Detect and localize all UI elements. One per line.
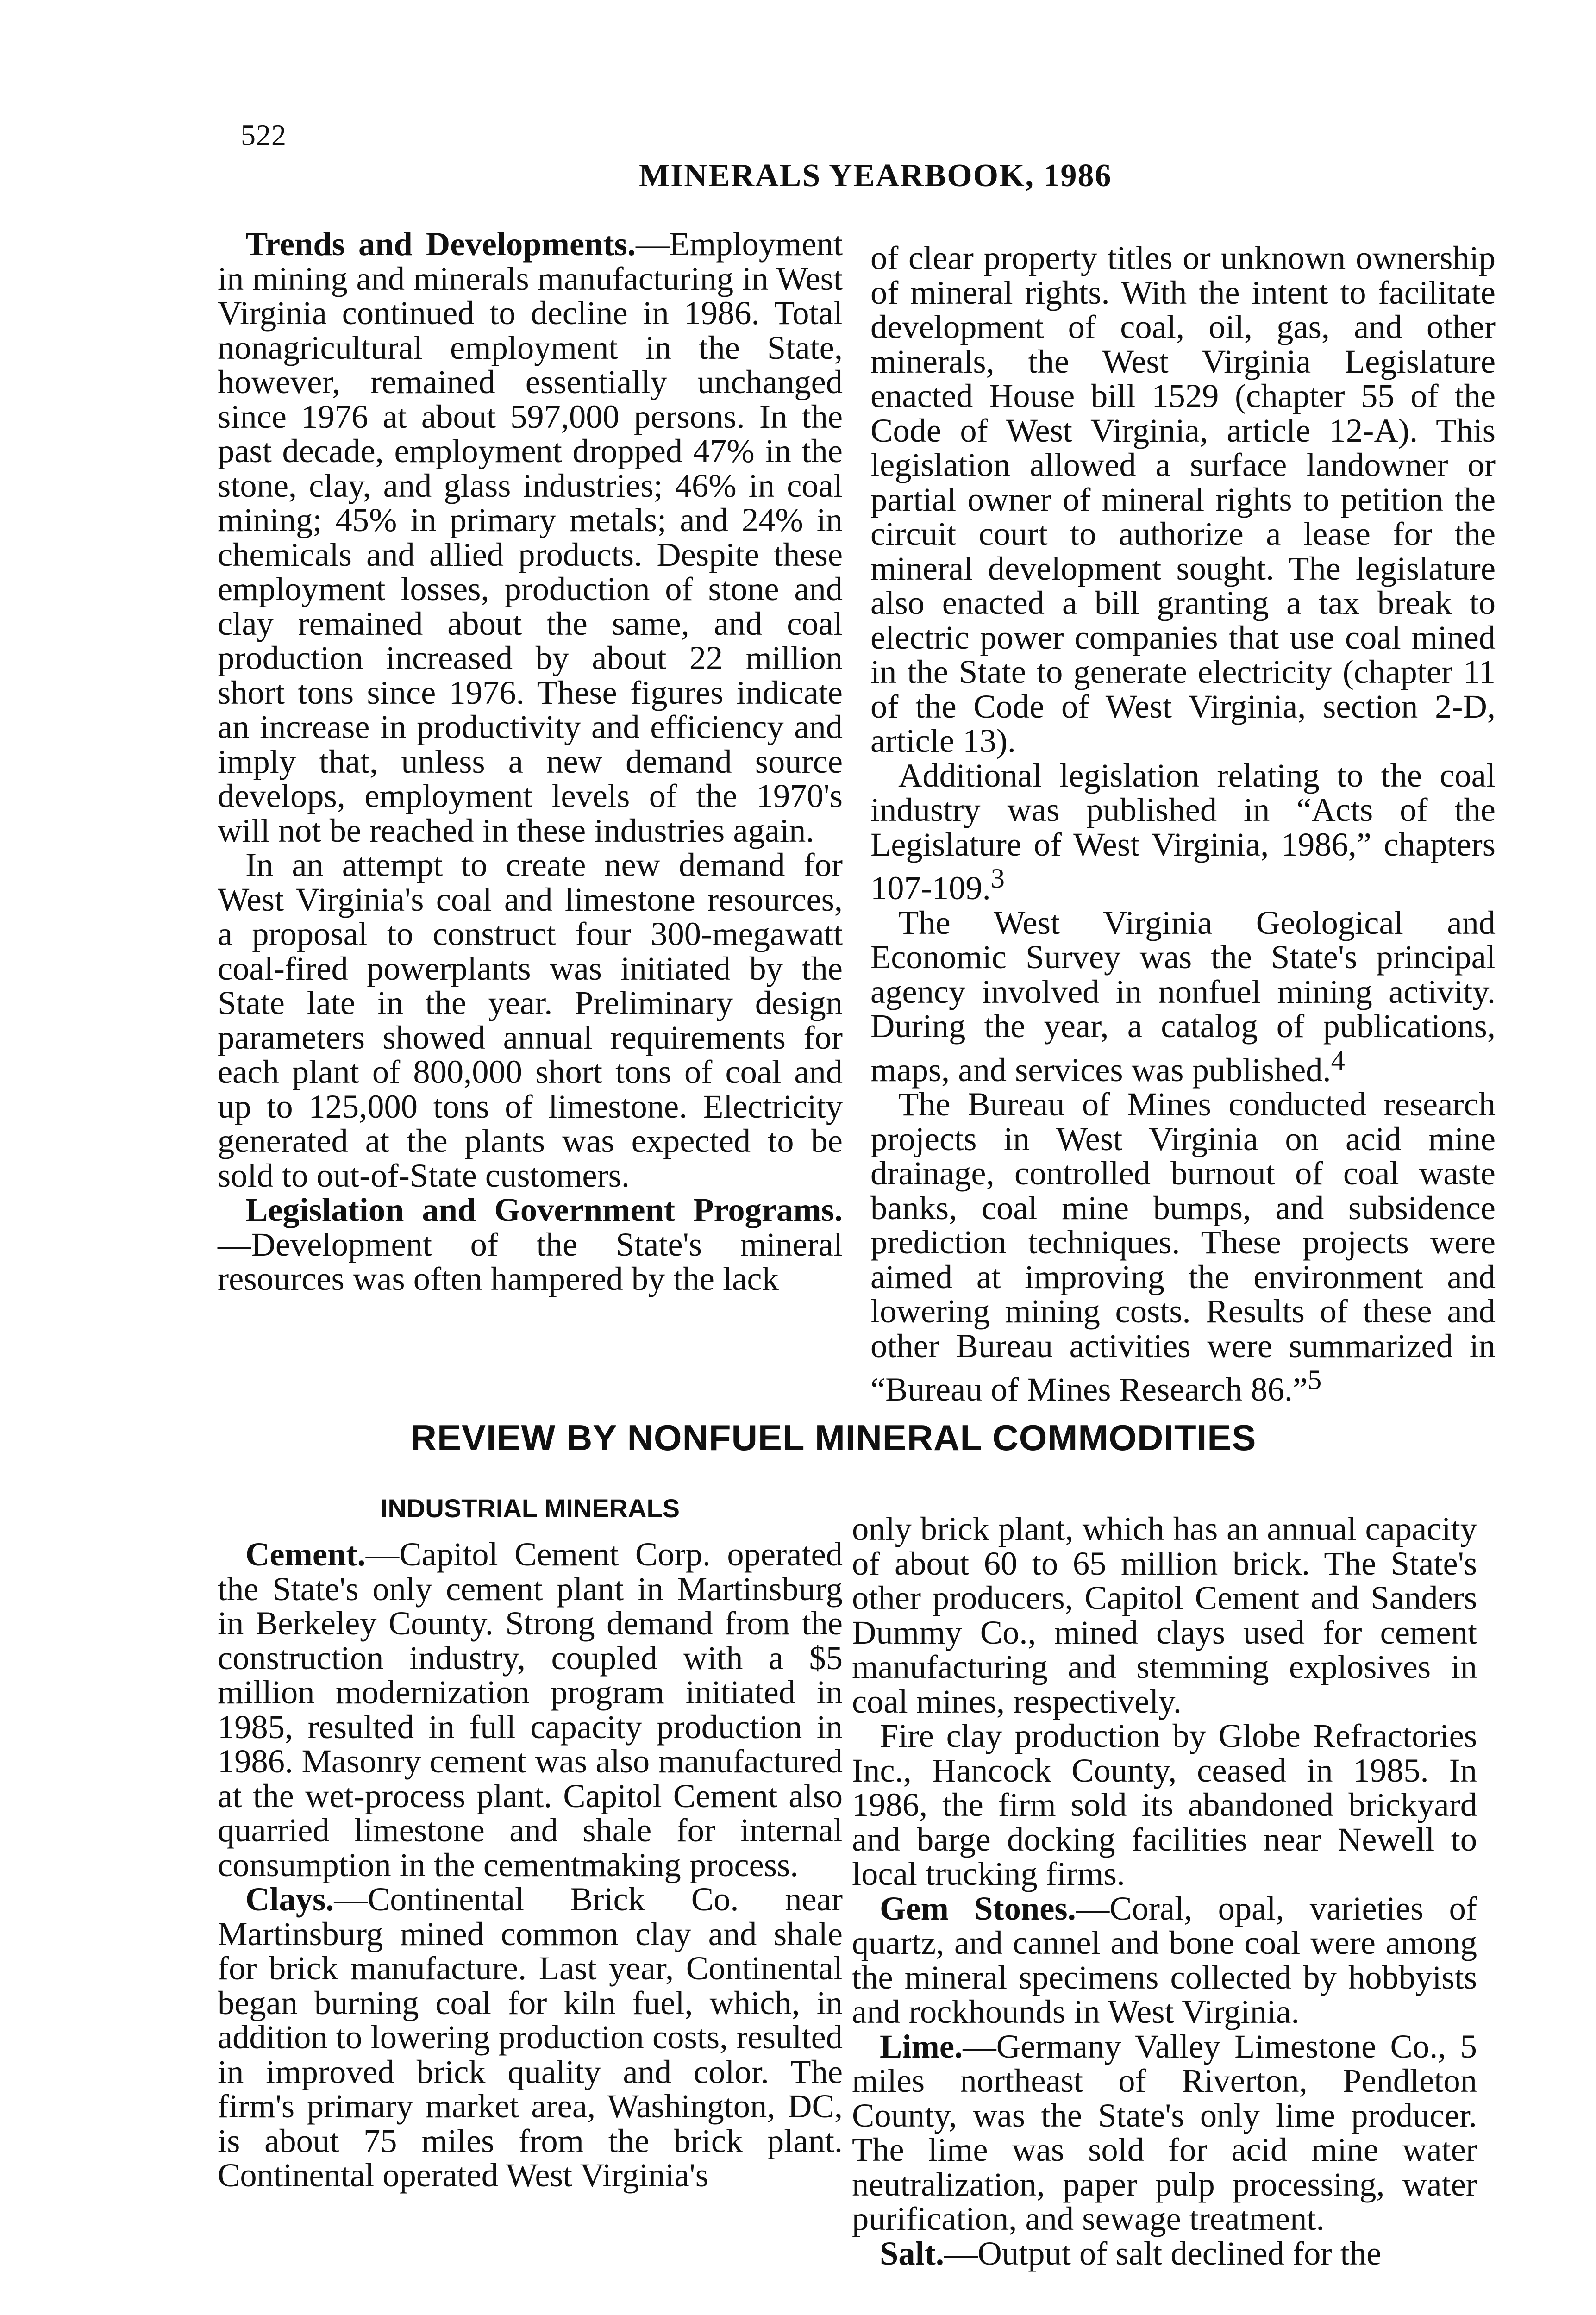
footnote-ref: 4 xyxy=(1331,1045,1345,1076)
paragraph-text: —Germany Valley Limestone Co., 5 miles northeast of Riverton, Pendleton County, was the State's only lime producer. The lime was sold for acid mine water neutralization, paper pulp processing, water purification, and sewage treatment. xyxy=(852,2027,1477,2237)
paragraph-lime xyxy=(852,2029,1477,2236)
paragraph-text: The West Virginia Geological and Economic Survey was the State's principal agency involved in nonfuel mining activity. During the year, a catalog of publications, maps, and services was published. xyxy=(870,903,1496,1089)
paragraph-clays xyxy=(218,1882,843,2193)
paragraph-property-titles: of clear property titles or unknown ownership of mineral rights. With the intent to facilitate development of coal, oil, gas, and other minerals, the West Virginia Legislature enacted House bill 1529 (chapter 55 of the Code of West Virginia, article 12-A). This legislation allowed a surface landowner or partial owner of mineral rights to petition the circuit court to authorize a lease for the mineral development sought. The legislature also enacted a bill granting a tax break to electric power companies that use coal mined in the State to generate electricity (chapter 11 of the Code of West Virginia, section 2-D, article 13). xyxy=(870,239,1496,759)
paragraph-text: —Continental Brick Co. near Martinsburg mined common clay and shale for brick manufacture. Last year, Continental began burning coal for kiln fuel, which, in addition to lowering production costs, resulted in improved brick quality and color. The firm's primary market area, Washington, DC, is about 75 miles from the brick plant. Continental operated West Virginia's xyxy=(218,1880,843,2194)
run-in-heading-trends: Trends and Developments. xyxy=(245,225,636,263)
run-in-heading-gem-stones: Gem Stones. xyxy=(880,1889,1076,1927)
paragraph-text: —Coral, opal, varieties of quartz, and cannel and bone coal were among the mineral specimens collected by hobbyists and rockhounds in West Virginia. xyxy=(852,1889,1477,2030)
run-in-heading-lime: Lime. xyxy=(880,2027,963,2065)
paragraph-cement xyxy=(218,1537,843,1882)
paragraph-gem-stones xyxy=(852,1891,1477,2029)
run-in-heading-clays: Clays. xyxy=(245,1880,334,1918)
paragraph-trends xyxy=(218,227,843,848)
paragraph-new-demand: In an attempt to create new demand for West Virginia's coal and limestone resources, a proposal to construct four 300-megawatt coal-fired powerplants was initiated by the State late in the year. Preliminary design parameters showed annual requirements for each plant of 800,000 short tons of coal and up to 125,000 tons of limestone. Electricity generated at the plants was expected to be sold to out-of-State customers. xyxy=(218,846,843,1194)
paragraph-text: —Output of salt declined for the xyxy=(944,2234,1382,2272)
run-in-heading-legislation: Legislation and Government Programs. xyxy=(245,1191,843,1228)
paragraph-text: Additional legislation relating to the coal industry was published in “Acts of the Legislature of West Virginia, 1986,” chapters 107-109. xyxy=(870,756,1496,907)
paragraph-text: —Capitol Cement Corp. operated the State's only cement plant in Martinsburg in Berkeley County. Strong demand from the construction industry, coupled with a $5 million modernization program initiated in 1985, resulted in full capacity production in 1986. Masonry cement was also manufactured at the wet-process plant. Capitol Cement also quarried limestone and shale for internal consumption in the cementmaking process. xyxy=(218,1535,843,1883)
bottom-left-column xyxy=(218,1537,843,2193)
paragraph-geological-survey xyxy=(870,903,1496,1089)
paragraph-text: —Employment in mining and minerals manufacturing in West Virginia continued to decline in 1986. Total nonagricultural employment in the State, however, remained essentially unchanged since 1976 at about 597,000 persons. In the past decade, employment dropped 47% in the stone, clay, and glass industries; 46% in coal mining; 45% in primary metals; and 24% in chemicals and allied products. Despite these employment losses, production of stone and clay remained about the same, and coal production increased by about 22 million short tons since 1976. These figures indicate an increase in productivity and efficiency and imply that, unless a new demand source develops, employment levels of the 1970's will not be reached in these industries again. xyxy=(218,225,843,849)
paragraph-additional-legislation xyxy=(870,758,1496,906)
paragraph-text: —Development of the State's mineral resources was often hampered by the lack xyxy=(218,1225,843,1297)
section-title: REVIEW BY NONFUEL MINERAL COMMODITIES xyxy=(410,1417,1257,1458)
subsection-title: INDUSTRIAL MINERALS xyxy=(380,1494,680,1523)
bottom-right-column xyxy=(852,1512,1477,2271)
paragraph-bureau-of-mines xyxy=(870,1087,1496,1407)
run-in-heading-salt: Salt. xyxy=(880,2234,944,2272)
running-title: MINERALS YEARBOOK, 1986 xyxy=(639,158,1112,194)
paragraph-fire-clay: Fire clay production by Globe Refractories Inc., Hancock County, ceased in 1985. In 1986, the firm sold its abandoned brickyard and barge docking facilities near Newell to local trucking firms. xyxy=(852,1717,1477,1892)
paragraph-legislation xyxy=(218,1193,843,1296)
run-in-heading-cement: Cement. xyxy=(245,1535,366,1573)
paragraph-brick-plant: only brick plant, which has an annual capacity of about 60 to 65 million brick. The State's other producers, Capitol Cement and Sanders Dummy Co., mined clays used for cement manufacturing and stemming explosives in coal mines, respectively. xyxy=(852,1510,1477,1720)
footnote-ref: 3 xyxy=(990,863,1005,894)
paragraph-salt xyxy=(852,2236,1477,2271)
top-right-column xyxy=(870,241,1496,1407)
footnote-ref: 5 xyxy=(1308,1364,1322,1396)
page-number: 522 xyxy=(241,119,287,151)
top-left-column xyxy=(218,227,843,1296)
paragraph-text: The Bureau of Mines conducted research projects in West Virginia on acid mine drainage, controlled burnout of coal waste banks, coal mine bumps, and subsidence prediction techniques. These projects were aimed at improving the environment and lowering mining costs. Results of these and other Bureau activities were summarized in “Bureau of Mines Research 86.” xyxy=(870,1085,1496,1408)
